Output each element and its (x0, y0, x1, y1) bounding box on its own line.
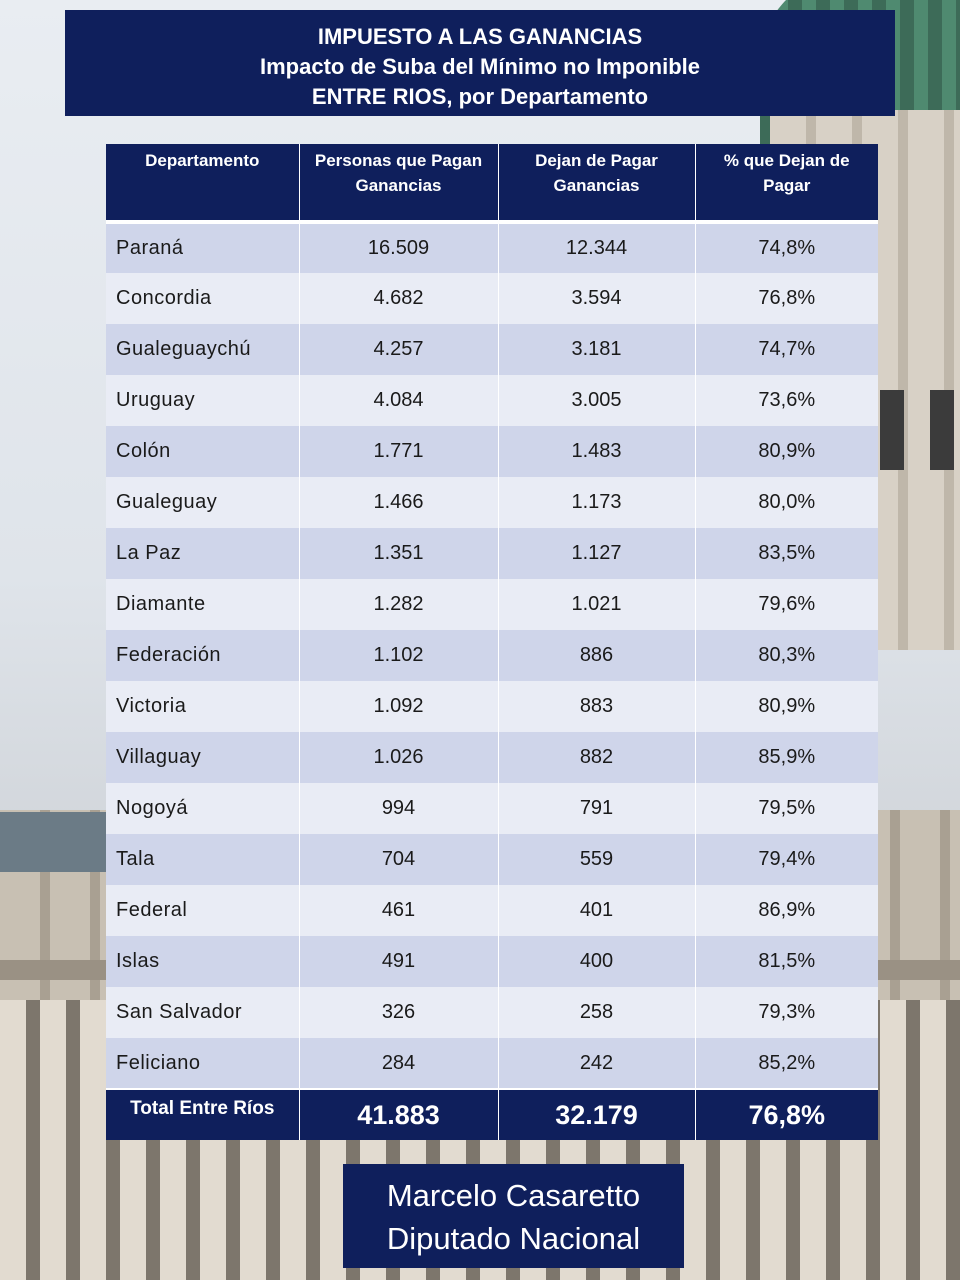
cell-pagan: 4.257 (299, 324, 498, 375)
cell-porcentaje: 74,8% (695, 222, 878, 273)
cell-pagan: 1.282 (299, 579, 498, 630)
cell-dejan: 258 (498, 987, 695, 1038)
column-header-porcentaje: % que Dejan de Pagar (695, 144, 878, 222)
table-row (106, 630, 878, 681)
cell-porcentaje: 83,5% (695, 528, 878, 579)
cell-porcentaje: 81,5% (695, 936, 878, 987)
cell-pagan: 491 (299, 936, 498, 987)
cell-pagan: 16.509 (299, 222, 498, 273)
cell-dejan: 3.181 (498, 324, 695, 375)
table-header-row (106, 144, 878, 222)
cell-porcentaje: 79,4% (695, 834, 878, 885)
cell-porcentaje: 85,2% (695, 1038, 878, 1089)
cell-porcentaje: 76,8% (695, 273, 878, 324)
cell-dejan: 791 (498, 783, 695, 834)
cell-dejan: 883 (498, 681, 695, 732)
cell-departamento: San Salvador (106, 987, 299, 1038)
cell-porcentaje: 73,6% (695, 375, 878, 426)
window-image (880, 390, 904, 470)
cell-departamento: Nogoyá (106, 783, 299, 834)
cell-pagan: 1.102 (299, 630, 498, 681)
table-row (106, 987, 878, 1038)
cell-departamento: Feliciano (106, 1038, 299, 1089)
cell-departamento: Colón (106, 426, 299, 477)
cell-pagan: 1.771 (299, 426, 498, 477)
total-pagan: 41.883 (299, 1089, 498, 1140)
title-banner (65, 10, 895, 116)
cell-pagan: 704 (299, 834, 498, 885)
cell-porcentaje: 80,3% (695, 630, 878, 681)
cell-dejan: 1.173 (498, 477, 695, 528)
column-header-pagan: Personas que Pagan Ganancias (299, 144, 498, 222)
table-row (106, 273, 878, 324)
cell-departamento: Gualeguaychú (106, 324, 299, 375)
table-row (106, 324, 878, 375)
title-line-1: IMPUESTO A LAS GANANCIAS (317, 24, 643, 49)
cell-porcentaje: 79,6% (695, 579, 878, 630)
cell-pagan: 1.466 (299, 477, 498, 528)
table-row (106, 834, 878, 885)
roof-image (0, 812, 110, 872)
cell-dejan: 12.344 (498, 222, 695, 273)
cell-departamento: Gualeguay (106, 477, 299, 528)
signature-box (343, 1164, 684, 1268)
signature-name: Marcelo Casaretto (386, 1178, 641, 1213)
cell-pagan: 1.351 (299, 528, 498, 579)
cell-departamento: Victoria (106, 681, 299, 732)
cell-pagan: 284 (299, 1038, 498, 1089)
table-row (106, 681, 878, 732)
cell-pagan: 4.682 (299, 273, 498, 324)
cell-pagan: 1.026 (299, 732, 498, 783)
cell-porcentaje: 74,7% (695, 324, 878, 375)
total-label: Total Entre Ríos (106, 1089, 299, 1140)
cell-porcentaje: 79,5% (695, 783, 878, 834)
cell-dejan: 401 (498, 885, 695, 936)
cell-dejan: 1.483 (498, 426, 695, 477)
cell-dejan: 886 (498, 630, 695, 681)
cell-departamento: Uruguay (106, 375, 299, 426)
cell-dejan: 3.005 (498, 375, 695, 426)
cell-departamento: Tala (106, 834, 299, 885)
title-line-3: ENTRE RIOS, por Departamento (311, 84, 649, 109)
cell-pagan: 461 (299, 885, 498, 936)
cell-pagan: 4.084 (299, 375, 498, 426)
cell-porcentaje: 80,9% (695, 426, 878, 477)
cell-dejan: 1.127 (498, 528, 695, 579)
cell-departamento: Islas (106, 936, 299, 987)
departamentos-table (106, 144, 878, 1140)
total-porcentaje: 76,8% (695, 1089, 878, 1140)
table-row (106, 222, 878, 273)
table-row (106, 426, 878, 477)
table-row (106, 936, 878, 987)
table-row (106, 528, 878, 579)
cell-departamento: Villaguay (106, 732, 299, 783)
table-row (106, 375, 878, 426)
cell-departamento: Federación (106, 630, 299, 681)
cell-porcentaje: 80,9% (695, 681, 878, 732)
cell-dejan: 242 (498, 1038, 695, 1089)
title-line-2: Impacto de Suba del Mínimo no Imponible (259, 54, 701, 79)
table-row (106, 885, 878, 936)
column-header-dejan: Dejan de Pagar Ganancias (498, 144, 695, 222)
total-row (106, 1089, 878, 1140)
cell-dejan: 3.594 (498, 273, 695, 324)
table-row (106, 783, 878, 834)
cell-pagan: 1.092 (299, 681, 498, 732)
cell-departamento: Concordia (106, 273, 299, 324)
cell-porcentaje: 85,9% (695, 732, 878, 783)
cell-dejan: 882 (498, 732, 695, 783)
column-header-departamento: Departamento (106, 144, 299, 222)
cell-dejan: 559 (498, 834, 695, 885)
cell-dejan: 400 (498, 936, 695, 987)
cell-departamento: Paraná (106, 222, 299, 273)
window-image (930, 390, 954, 470)
cell-pagan: 994 (299, 783, 498, 834)
cell-dejan: 1.021 (498, 579, 695, 630)
cell-porcentaje: 80,0% (695, 477, 878, 528)
table-row (106, 477, 878, 528)
signature-role: Diputado Nacional (386, 1221, 641, 1256)
cell-departamento: Diamante (106, 579, 299, 630)
cell-pagan: 326 (299, 987, 498, 1038)
table-row (106, 579, 878, 630)
cell-porcentaje: 79,3% (695, 987, 878, 1038)
table-row (106, 1038, 878, 1089)
cell-porcentaje: 86,9% (695, 885, 878, 936)
cell-departamento: Federal (106, 885, 299, 936)
table-row (106, 732, 878, 783)
total-dejan: 32.179 (498, 1089, 695, 1140)
cell-departamento: La Paz (106, 528, 299, 579)
